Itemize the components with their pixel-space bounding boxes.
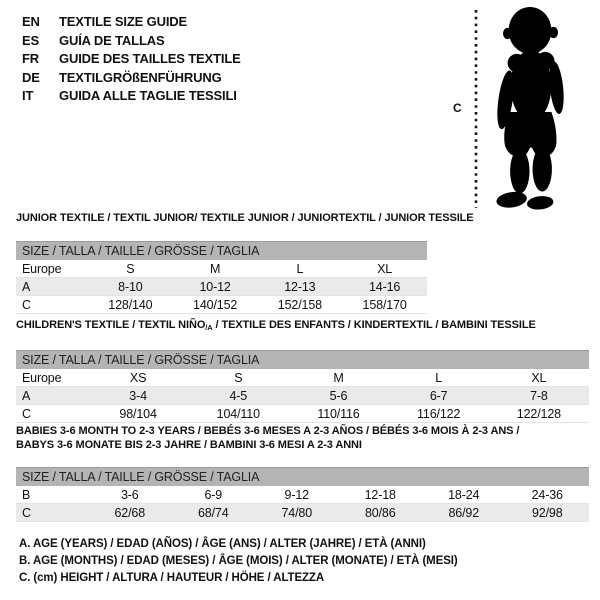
junior-size-table [16,241,427,314]
lang-code: ES [22,32,40,48]
table-row [16,486,589,504]
size-cell: 80/86 [364,505,396,520]
size-cell: 92/98 [531,505,563,520]
lang-code: IT [22,88,34,104]
legend-line-c: C. (cm) HEIGHT / ALTURA / HAUTEUR / HÖHE / ALTEZZA [19,571,325,584]
size-cell: 122/128 [516,406,561,421]
size-cell: XS [129,370,147,385]
babies-size-table [16,467,589,522]
size-cell: S [126,261,135,276]
size-cell: 6-7 [429,388,448,403]
size-header-row: SIZE / TALLA / TAILLE / GRÖSSE / TAGLIA [16,351,589,370]
lang-code: DE [22,69,40,85]
size-cell: 10-12 [199,279,231,294]
legend-line-a: A. AGE (YEARS) / EDAD (AÑOS) / ÂGE (ANS) / ALTER (JAHRE) / ETÀ (ANNI) [19,538,426,550]
table-row [16,405,589,423]
size-cell: 6-9 [204,487,223,502]
table-row [16,387,589,405]
size-cell: 158/170 [362,297,407,312]
size-cell: 74/80 [281,505,313,520]
table-row [16,504,589,522]
row-label: A [22,279,31,294]
size-cell: 86/92 [448,505,480,520]
legend [19,536,458,586]
lang-code: FR [22,51,40,67]
lang-row-de [22,69,241,88]
row-label: B [22,487,31,502]
lang-label: GUÍA DE TALLAS [59,32,165,48]
lang-row-en [22,13,241,32]
legend-line-b: B. AGE (MONTHS) / EDAD (MESES) / ÂGE (MOIS) / ALTER (MONATE) / ETÀ (MESI) [19,554,458,567]
babies-table-title [16,424,589,452]
size-cell: L [296,261,304,276]
row-label: C [22,297,31,312]
junior-table-title [16,211,474,225]
table-row [16,260,427,278]
size-cell: 12-18 [364,487,396,502]
size-cell: 152/158 [277,297,322,312]
size-cell: 24-36 [531,487,563,502]
size-cell: 62/68 [114,505,146,520]
row-label: Europe [22,370,62,385]
table-row [16,278,427,296]
size-cell: 128/140 [108,297,153,312]
size-cell: 140/152 [193,297,238,312]
table-row [16,369,589,387]
junior-table-section [16,211,474,314]
children-table-title [16,318,589,335]
size-cell: L [435,370,443,385]
size-cell: 7-8 [530,388,548,403]
height-figure [448,5,588,215]
size-cell: 5-6 [329,388,348,403]
size-cell: 116/122 [417,406,461,421]
size-cell: 68/74 [197,505,229,520]
table-title-line: CHILDREN'S TEXTILE / TEXTIL $NIÑO_{/A}$ / TEXTILE DES ENFANTS / KINDERTEXTIL / BAMBINI TESSILE [16,319,536,332]
size-cell: 3-4 [129,388,147,403]
size-cell: XL [377,261,393,276]
table-title-line: BABYS 3-6 MONATE BIS 2-3 JAHRE / BAMBINI 3-6 MESI A 2-3 ANNI [16,439,362,451]
row-label: Europe [22,261,62,276]
language-list [22,13,241,106]
lang-label: GUIDE DES TAILLES TEXTILE [59,51,241,67]
lang-label: GUIDA ALLE TAGLIE TESSILI [59,88,237,104]
size-cell: M [333,370,344,385]
children-size-table [16,350,589,423]
row-label: C [22,406,31,421]
height-marker-label: C [453,101,462,115]
size-cell: 18-24 [448,487,480,502]
lang-row-es [22,32,241,51]
size-cell: M [209,261,221,276]
size-cell: XL [531,370,547,385]
size-cell: S [234,370,243,385]
size-cell: 98/104 [119,406,157,421]
size-cell: 3-6 [120,487,139,502]
size-cell: 14-16 [369,279,401,294]
size-header-row: SIZE / TALLA / TAILLE / GRÖSSE / TAGLIA [16,468,589,487]
babies-table-section [16,424,589,522]
table-row [16,296,427,314]
table-title-line: JUNIOR TEXTILE / TEXTIL JUNIOR/ TEXTILE JUNIOR / JUNIORTEXTIL / JUNIOR TESSILE [16,212,474,224]
row-label: C [22,505,31,520]
lang-label: TEXTILGRÖßENFÜHRUNG [59,69,222,85]
size-cell: 110/116 [317,406,360,421]
lang-row-it [22,87,241,106]
size-header-row: SIZE / TALLA / TAILLE / GRÖSSE / TAGLIA [16,242,427,261]
size-cell: 104/110 [216,406,260,421]
row-label: A [22,388,31,403]
size-cell: 8-10 [118,279,143,294]
size-cell: 4-5 [229,388,248,403]
size-cell: 12-13 [284,279,316,294]
table-title-line: BABIES 3-6 MONTH TO 2-3 YEARS / BEBÉS 3-6 MESES A 2-3 AÑOS / BÉBÉS 3-6 MOIS À 2-3 ANS / [16,425,520,437]
lang-label: TEXTILE SIZE GUIDE [59,14,188,29]
children-table-section [16,318,589,423]
toddler-silhouette-icon [482,6,578,212]
lang-row-fr [22,50,241,69]
size-cell: 9-12 [284,487,309,502]
lang-code: EN [22,14,40,29]
height-dotted-line-icon [473,8,479,210]
